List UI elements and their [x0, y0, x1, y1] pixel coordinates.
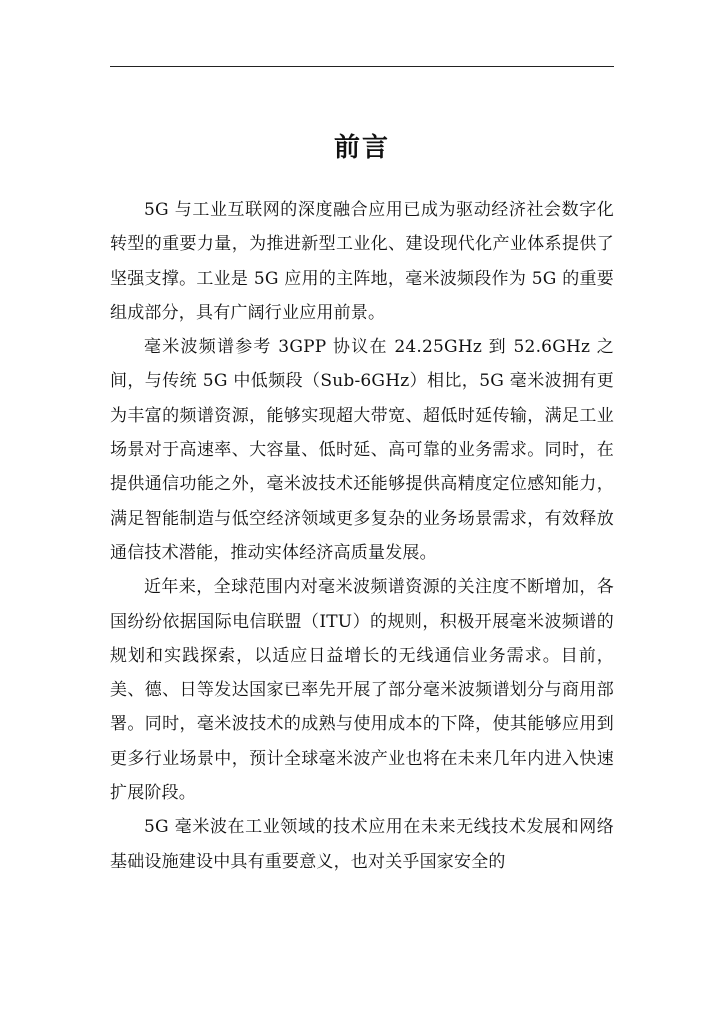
paragraph-global-trends: 近年来，全球范围内对毫米波频谱资源的关注度不断增加，各国纷纷依据国际电信联盟（ITU）的规则，积极开展毫米波频谱的规划和实践探索，以适应日益增长的无线通信业务需求。目前，美、德、日等发达国家已率先开展了部分毫米波频谱划分与商用部署。同时，毫米波技术的成熟与使用成本的下降，使其能够应用到更多行业场景中，预计全球毫米波产业也将在未来几年内进入快速扩展阶段。	[110, 577, 614, 804]
paragraph-industrial-significance: 5G 毫米波在工业领域的技术应用在未来无线技术发展和网络基础设施建设中具有重要意义，也对关乎国家安全的	[110, 817, 614, 872]
page-title: 前言	[333, 133, 390, 163]
paragraph-mmwave-spectrum: 毫米波频谱参考 3GPP 协议在 24.25GHz 到 52.6GHz 之间，与传统 5G 中低频段（Sub-6GHz）相比，5G 毫米波拥有更为丰富的频谱资源，能够实现超大带宽、超低时延传输，满足工业场景对于高速率、大容量、低时延、高可靠的业务需求。同时，在提供通信功能之外，毫米波技术还能够提供高精度定位感知能力，满足智能制造与低空经济领域更多复杂的业务场景需求，有效释放通信技术潜能，推动实体经济高质量发展。	[110, 337, 614, 563]
paragraph-intro: 5G 与工业互联网的深度融合应用已成为驱动经济社会数字化转型的重要力量，为推进新型工业化、建设现代化产业体系提供了坚强支撑。工业是 5G 应用的主阵地，毫米波频段作为 5G 的重要组成部分，具有广阔行业应用前景。	[110, 200, 614, 323]
header-divider	[110, 66, 614, 67]
document-body	[110, 193, 614, 879]
